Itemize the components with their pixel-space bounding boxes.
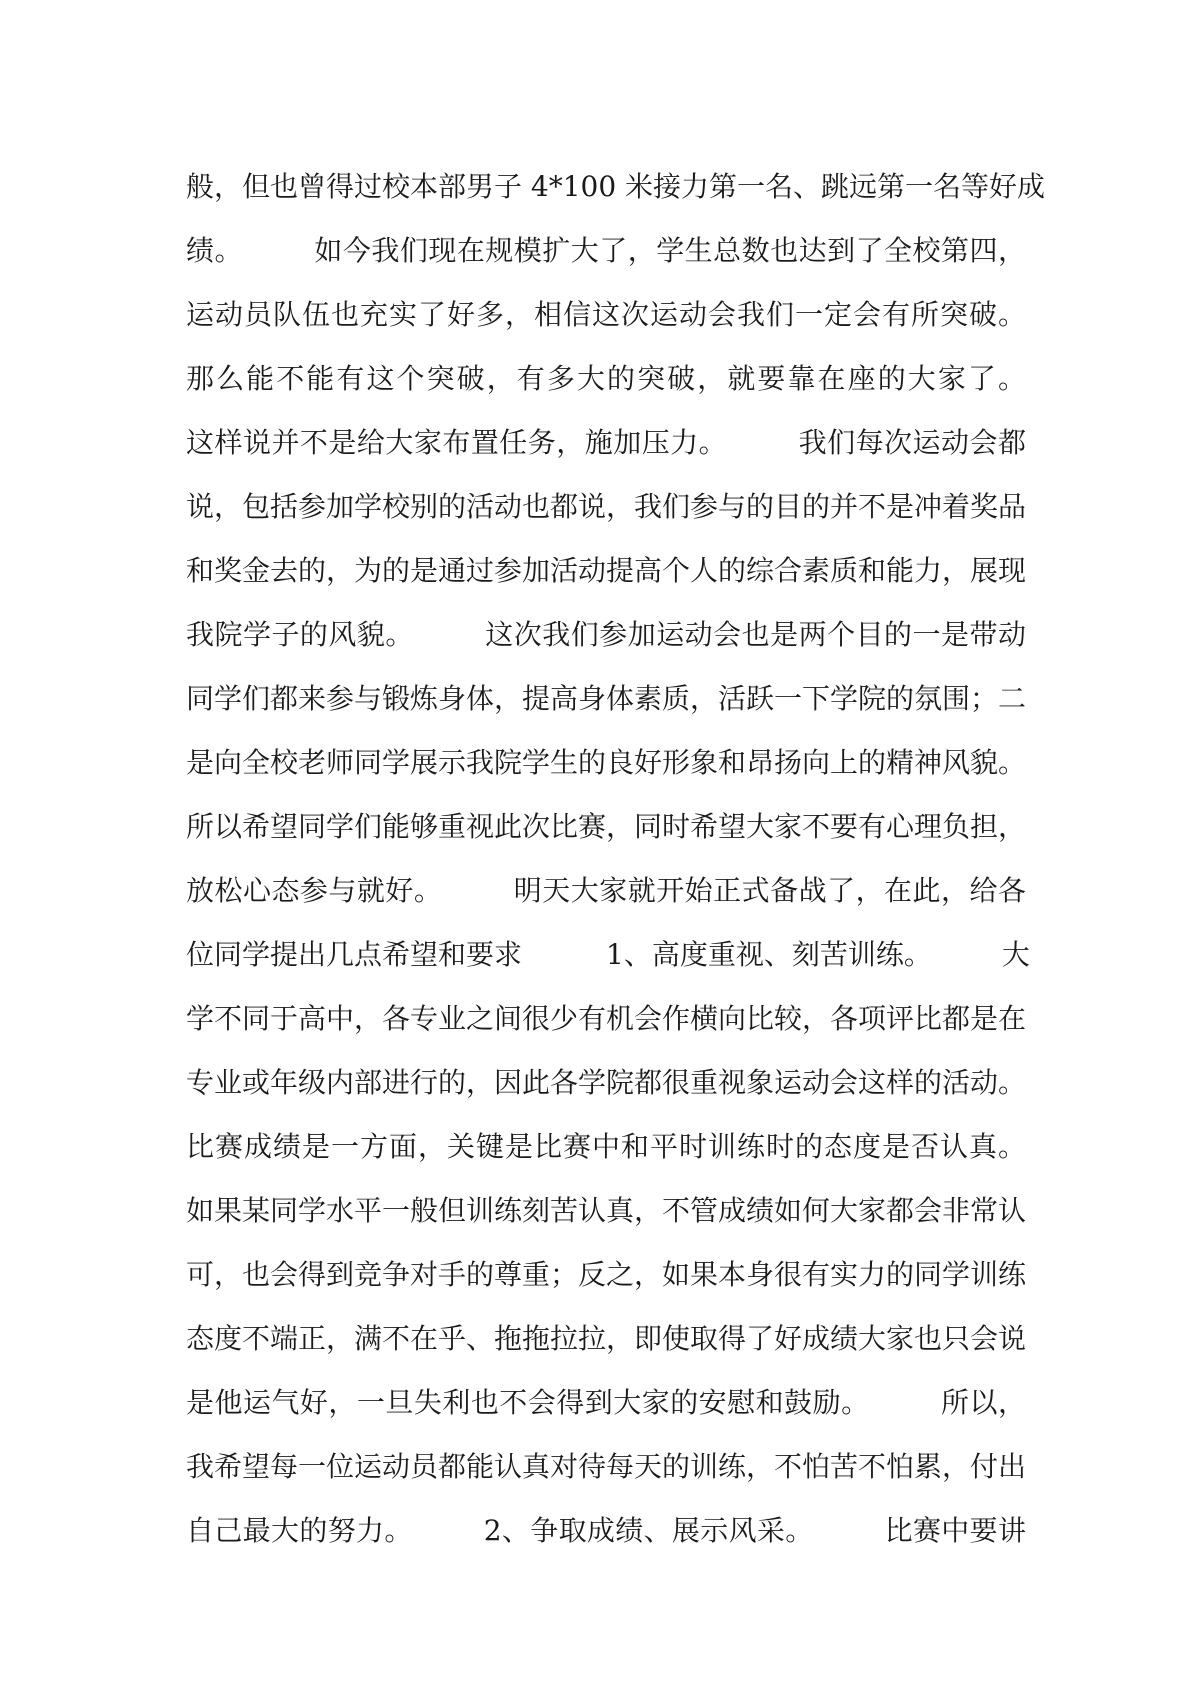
body-text bbox=[186, 155, 1046, 1563]
text-line-2: 绩。 如今我们现在规模扩大了，学生总数也达到了全校第四， bbox=[186, 234, 1026, 267]
text-line-17: 如果某同学水平一般但训练刻苦认真，不管成绩如何大家都会非常认 bbox=[186, 1194, 1027, 1227]
text-line-4: 那么能不能有这个突破，有多大的突破，就要靠在座的大家了。 bbox=[186, 362, 1026, 395]
text-line-12: 放松心态参与就好。 明天大家就开始正式备战了，在此，给各 bbox=[186, 874, 1026, 907]
text-line-16: 比赛成绩是一方面，关键是比赛中和平时训练时的态度是否认真。 bbox=[186, 1130, 1026, 1163]
text-line-9: 同学们都来参与锻炼身体，提高身体素质，活跃一下学院的氛围；二 bbox=[186, 682, 1027, 715]
text-line-21: 我希望每一位运动员都能认真对待每天的训练，不怕苦不怕累，付出 bbox=[186, 1450, 1027, 1483]
text-line-20: 是他运气好，一旦失利也不会得到大家的安慰和鼓励。 所以， bbox=[186, 1386, 1026, 1419]
text-line-7: 和奖金去的，为的是通过参加活动提高个人的综合素质和能力，展现 bbox=[186, 554, 1027, 587]
text-line-15: 专业或年级内部进行的，因此各学院都很重视象运动会这样的活动。 bbox=[186, 1066, 1027, 1099]
text-line-1: 般，但也曾得过校本部男子 4*100 米接力第一名、跳远第一名等好成 bbox=[186, 170, 1046, 203]
text-line-3: 运动员队伍也充实了好多，相信这次运动会我们一定会有所突破。 bbox=[186, 298, 1026, 331]
text-line-13: 位同学提出几点希望和要求 1、高度重视、刻苦训练。 大 bbox=[186, 938, 1030, 971]
text-line-22: 自己最大的努力。 2、争取成绩、展示风采。 比赛中要讲 bbox=[186, 1514, 1026, 1547]
text-line-5: 这样说并不是给大家布置任务，施加压力。 我们每次运动会都 bbox=[186, 426, 1026, 459]
text-line-14: 学不同于高中，各专业之间很少有机会作横向比较，各项评比都是在 bbox=[186, 1002, 1027, 1035]
text-line-10: 是向全校老师同学展示我院学生的良好形象和昂扬向上的精神风貌。 bbox=[186, 746, 1027, 779]
text-line-18: 可，也会得到竞争对手的尊重；反之，如果本身很有实力的同学训练 bbox=[186, 1258, 1027, 1291]
text-line-19: 态度不端正，满不在乎、拖拖拉拉，即使取得了好成绩大家也只会说 bbox=[186, 1322, 1027, 1355]
text-line-11: 所以希望同学们能够重视此次比赛，同时希望大家不要有心理负担， bbox=[186, 810, 1027, 843]
text-line-6: 说，包括参加学校别的活动也都说，我们参与的目的并不是冲着奖品 bbox=[186, 490, 1027, 523]
text-line-8: 我院学子的风貌。 这次我们参加运动会也是两个目的一是带动 bbox=[186, 618, 1026, 651]
